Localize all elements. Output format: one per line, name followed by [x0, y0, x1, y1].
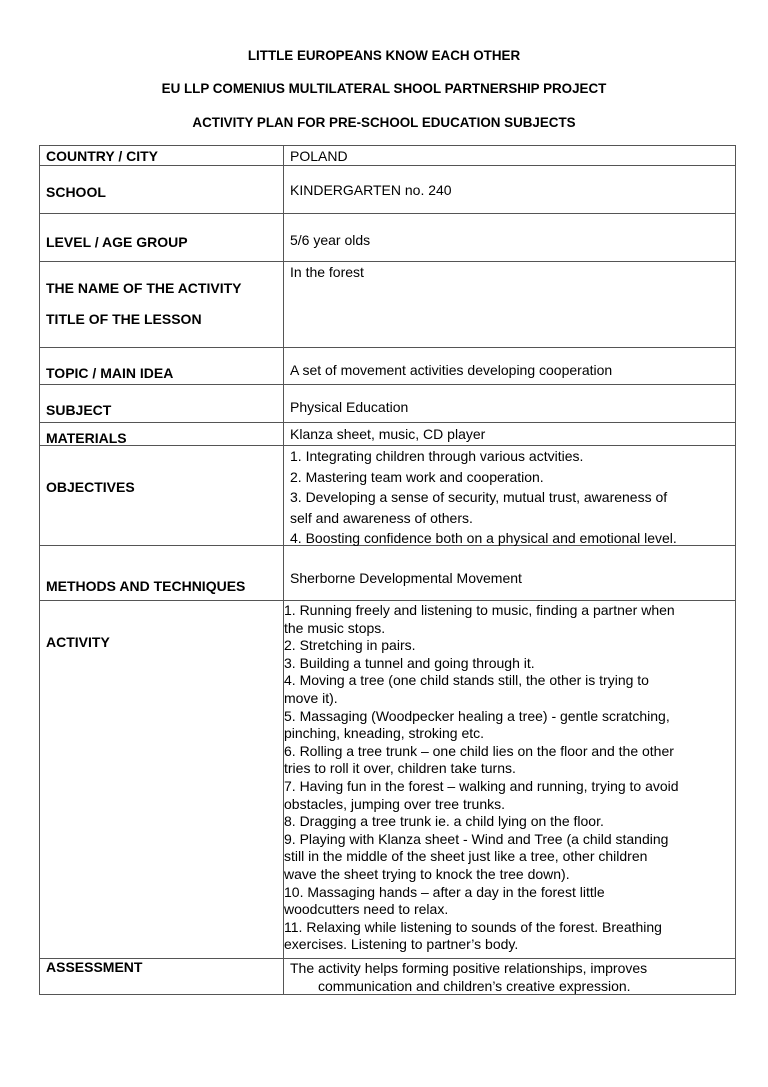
activity-line: 8. Dragging a tree trunk ie. a child lying on the floor. [284, 813, 604, 830]
label-cell [40, 546, 284, 601]
objectives-label: OBJECTIVES [46, 479, 135, 495]
methods-value: Sherborne Developmental Movement [290, 570, 522, 586]
objectives-list [290, 446, 677, 549]
value-cell [284, 166, 736, 214]
value-cell [284, 546, 736, 601]
activity-line: woodcutters need to relax. [284, 901, 449, 918]
label-cell [40, 385, 284, 423]
row-topic [40, 348, 736, 385]
label-cell [40, 262, 284, 348]
activity-line: tries to roll it over, children take turns. [284, 760, 516, 777]
activity-name-label: THE NAME OF THE ACTIVITY [46, 280, 242, 296]
activity-line: move it). [284, 689, 338, 706]
row-school [40, 166, 736, 214]
activity-line: 1. Running freely and listening to music, finding a partner when [284, 602, 675, 618]
level-label: LEVEL / AGE GROUP [46, 234, 188, 250]
label-cell [40, 959, 284, 995]
assessment-line: The activity helps forming positive relationships, improves [290, 960, 648, 976]
activity-line: 5. Massaging (Woodpecker healing a tree) - gentle scratching, [284, 707, 670, 724]
country-value: POLAND [290, 148, 348, 164]
activity-name-value: In the forest [290, 264, 364, 280]
lesson-title-label: TITLE OF THE LESSON [46, 311, 202, 327]
materials-value: Klanza sheet, music, CD player [290, 426, 486, 442]
materials-label: MATERIALS [46, 430, 127, 446]
label-cell [40, 446, 284, 546]
objective-item: 1. Integrating children through various actvities. [290, 448, 584, 464]
plan-subtitle: ACTIVITY PLAN FOR PRE-SCHOOL EDUCATION SUBJECTS [192, 115, 576, 130]
activity-line: exercises. Listening to partner’s body. [284, 936, 519, 953]
activity-steps [284, 602, 733, 954]
assessment-line: communication and children’s creative expression. [318, 978, 631, 994]
row-materials [40, 423, 736, 446]
activity-line: the music stops. [284, 619, 386, 636]
school-value: KINDERGARTEN no. 240 [290, 182, 452, 198]
label-cell [40, 146, 284, 166]
activity-line: 3. Building a tunnel and going through it. [284, 654, 535, 671]
row-assessment [40, 959, 736, 995]
row-country [40, 146, 736, 166]
country-label: COUNTRY / CITY [46, 148, 159, 164]
row-activity [40, 601, 736, 959]
project-subtitle: EU LLP COMENIUS MULTILATERAL SHOOL PARTNERSHIP PROJECT [161, 81, 607, 96]
label-cell [40, 166, 284, 214]
row-level [40, 214, 736, 262]
objective-item: 4. Boosting confidence both on a physical and emotional level. [290, 530, 677, 547]
label-cell [40, 348, 284, 385]
activity-line: 4. Moving a tree (one child stands still, the other is trying to [284, 672, 649, 689]
row-subject [40, 385, 736, 423]
objective-item: 3. Developing a sense of security, mutual trust, awareness of [290, 489, 668, 506]
value-cell [284, 262, 736, 348]
subject-value: Physical Education [290, 399, 409, 415]
activity-line: 9. Playing with Klanza sheet - Wind and Tree (a child standing [284, 830, 669, 847]
row-objectives [40, 446, 736, 546]
methods-label: METHODS AND TECHNIQUES [46, 578, 246, 594]
activity-line: 10. Massaging hands – after a day in the forest little [284, 883, 605, 900]
value-cell [284, 423, 736, 446]
value-cell [284, 959, 736, 995]
activity-line: 7. Having fun in the forest – walking and running, trying to avoid [284, 777, 679, 794]
activity-line: 6. Rolling a tree trunk – one child lies on the floor and the other [284, 742, 674, 759]
activity-line: wave the sheet trying to knock the tree down). [284, 865, 570, 882]
topic-label: TOPIC / MAIN IDEA [46, 365, 174, 381]
assessment-label: ASSESSMENT [46, 959, 143, 975]
row-methods [40, 546, 736, 601]
topic-value: A set of movement activities developing cooperation [290, 362, 613, 378]
assessment-value [290, 959, 730, 995]
activity-line: 2. Stretching in pairs. [284, 637, 416, 654]
activity-plan-table [39, 145, 736, 995]
subject-label: SUBJECT [46, 402, 112, 418]
label-cell [40, 423, 284, 446]
label-cell [40, 214, 284, 262]
value-cell [284, 601, 736, 959]
document-title: LITTLE EUROPEANS KNOW EACH OTHER [247, 48, 521, 63]
value-cell [284, 214, 736, 262]
activity-line: 11. Relaxing while listening to sounds of the forest. Breathing [284, 918, 662, 935]
objective-item: 2. Mastering team work and cooperation. [290, 468, 544, 485]
value-cell [284, 446, 736, 546]
objective-item: self and awareness of others. [290, 509, 473, 526]
value-cell [284, 146, 736, 166]
activity-line: obstacles, jumping over tree trunks. [284, 795, 505, 812]
value-cell [284, 348, 736, 385]
row-activity-name [40, 262, 736, 348]
activity-line: pinching, kneading, stroking etc. [284, 725, 485, 742]
activity-label: ACTIVITY [46, 634, 110, 650]
value-cell [284, 385, 736, 423]
school-label: SCHOOL [46, 184, 106, 200]
level-value: 5/6 year olds [290, 232, 371, 248]
label-cell [40, 601, 284, 959]
activity-line: still in the middle of the sheet just like a tree, other children [284, 848, 648, 865]
